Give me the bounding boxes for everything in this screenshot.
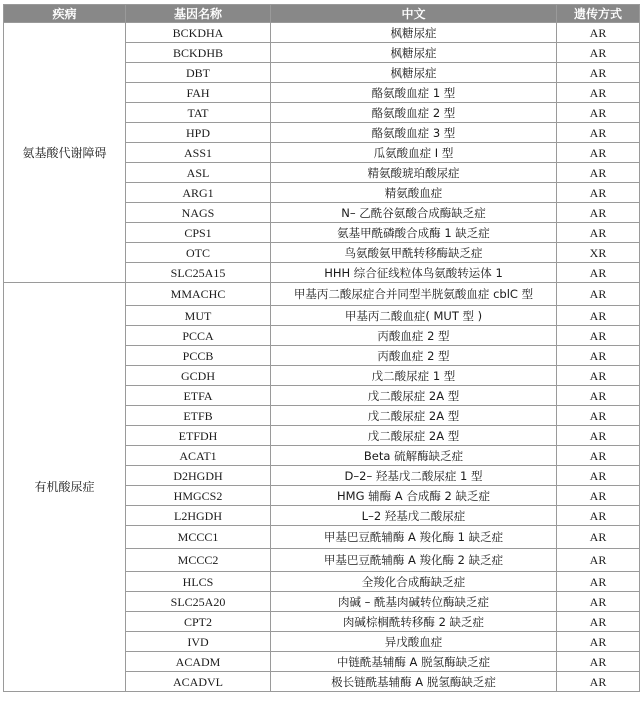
gene-cell: GCDH xyxy=(126,366,271,386)
chinese-name-cell: HMG 辅酶 A 合成酶 2 缺乏症 xyxy=(271,486,557,506)
inheritance-cell: AR xyxy=(557,549,640,572)
gene-cell: NAGS xyxy=(126,203,271,223)
chinese-name-cell: 酪氨酸血症 3 型 xyxy=(271,123,557,143)
chinese-name-cell: 极长链酰基辅酶 A 脱氢酶缺乏症 xyxy=(271,672,557,692)
inheritance-cell: AR xyxy=(557,386,640,406)
inheritance-cell: AR xyxy=(557,592,640,612)
disease-category-cell: 氨基酸代谢障碍 xyxy=(4,23,126,283)
chinese-name-cell: 氨基甲酰磷酸合成酶 1 缺乏症 xyxy=(271,223,557,243)
chinese-name-cell: 甲基丙二酸尿症合并同型半胱氨酸血症 cblC 型 xyxy=(271,283,557,306)
gene-cell: SLC25A15 xyxy=(126,263,271,283)
chinese-name-cell: 丙酸血症 2 型 xyxy=(271,346,557,366)
chinese-name-cell: 鸟氨酸氨甲酰转移酶缺乏症 xyxy=(271,243,557,263)
table-row xyxy=(4,23,640,43)
gene-cell: BCKDHB xyxy=(126,43,271,63)
chinese-name-cell: 枫糖尿症 xyxy=(271,43,557,63)
gene-cell: PCCB xyxy=(126,346,271,366)
gene-cell: ASS1 xyxy=(126,143,271,163)
chinese-name-cell: HHH 综合征线粒体鸟氨酸转运体 1 xyxy=(271,263,557,283)
inheritance-cell: AR xyxy=(557,426,640,446)
gene-cell: ETFB xyxy=(126,406,271,426)
inheritance-cell: AR xyxy=(557,572,640,592)
gene-cell: HMGCS2 xyxy=(126,486,271,506)
chinese-name-cell: 戊二酸尿症 2A 型 xyxy=(271,426,557,446)
header-gene: 基因名称 xyxy=(126,5,271,23)
chinese-name-cell: 酪氨酸血症 1 型 xyxy=(271,83,557,103)
inheritance-cell: AR xyxy=(557,326,640,346)
inheritance-cell: AR xyxy=(557,672,640,692)
inheritance-cell: AR xyxy=(557,366,640,386)
inheritance-cell: AR xyxy=(557,526,640,549)
gene-cell: ASL xyxy=(126,163,271,183)
gene-cell: PCCA xyxy=(126,326,271,346)
inheritance-cell: AR xyxy=(557,306,640,326)
header-disease: 疾病 xyxy=(4,5,126,23)
inheritance-cell: AR xyxy=(557,23,640,43)
gene-cell: ARG1 xyxy=(126,183,271,203)
gene-cell: D2HGDH xyxy=(126,466,271,486)
chinese-name-cell: 精氨酸血症 xyxy=(271,183,557,203)
gene-cell: MCCC1 xyxy=(126,526,271,549)
chinese-name-cell: 中链酰基辅酶 A 脱氢酶缺乏症 xyxy=(271,652,557,672)
chinese-name-cell: 枫糖尿症 xyxy=(271,63,557,83)
inheritance-cell: AR xyxy=(557,203,640,223)
gene-cell: HPD xyxy=(126,123,271,143)
header-row xyxy=(4,5,640,23)
inheritance-cell: AR xyxy=(557,466,640,486)
inheritance-cell: AR xyxy=(557,83,640,103)
gene-cell: FAH xyxy=(126,83,271,103)
chinese-name-cell: 肉碱 – 酰基肉碱转位酶缺乏症 xyxy=(271,592,557,612)
inheritance-cell: AR xyxy=(557,143,640,163)
gene-cell: CPT2 xyxy=(126,612,271,632)
gene-cell: SLC25A20 xyxy=(126,592,271,612)
gene-cell: HLCS xyxy=(126,572,271,592)
chinese-name-cell: 戊二酸尿症 2A 型 xyxy=(271,406,557,426)
inheritance-cell: AR xyxy=(557,123,640,143)
gene-cell: ACAT1 xyxy=(126,446,271,466)
inheritance-cell: AR xyxy=(557,612,640,632)
chinese-name-cell: 丙酸血症 2 型 xyxy=(271,326,557,346)
disease-category-cell: 有机酸尿症 xyxy=(4,283,126,692)
chinese-name-cell: 甲基巴豆酰辅酶 A 羧化酶 2 缺乏症 xyxy=(271,549,557,572)
inheritance-cell: AR xyxy=(557,263,640,283)
chinese-name-cell: N– 乙酰谷氨酸合成酶缺乏症 xyxy=(271,203,557,223)
chinese-name-cell: 戊二酸尿症 1 型 xyxy=(271,366,557,386)
chinese-name-cell: 全羧化合成酶缺乏症 xyxy=(271,572,557,592)
gene-cell: MUT xyxy=(126,306,271,326)
chinese-name-cell: 瓜氨酸血症 I 型 xyxy=(271,143,557,163)
inheritance-cell: AR xyxy=(557,486,640,506)
chinese-name-cell: 戊二酸尿症 2A 型 xyxy=(271,386,557,406)
inheritance-cell: AR xyxy=(557,163,640,183)
table-body xyxy=(4,23,640,692)
gene-cell: ETFDH xyxy=(126,426,271,446)
gene-disease-table xyxy=(3,4,640,692)
chinese-name-cell: L–2 羟基戊二酸尿症 xyxy=(271,506,557,526)
inheritance-cell: AR xyxy=(557,183,640,203)
gene-cell: CPS1 xyxy=(126,223,271,243)
chinese-name-cell: 精氨酸琥珀酸尿症 xyxy=(271,163,557,183)
header-inheritance: 遗传方式 xyxy=(557,5,640,23)
inheritance-cell: AR xyxy=(557,283,640,306)
gene-cell: OTC xyxy=(126,243,271,263)
inheritance-cell: AR xyxy=(557,43,640,63)
inheritance-cell: XR xyxy=(557,243,640,263)
inheritance-cell: AR xyxy=(557,632,640,652)
gene-cell: ACADM xyxy=(126,652,271,672)
chinese-name-cell: 异戊酸血症 xyxy=(271,632,557,652)
chinese-name-cell: 酪氨酸血症 2 型 xyxy=(271,103,557,123)
gene-cell: MMACHC xyxy=(126,283,271,306)
gene-cell: MCCC2 xyxy=(126,549,271,572)
inheritance-cell: AR xyxy=(557,652,640,672)
inheritance-cell: AR xyxy=(557,406,640,426)
header-chinese: 中文 xyxy=(271,5,557,23)
inheritance-cell: AR xyxy=(557,63,640,83)
inheritance-cell: AR xyxy=(557,223,640,243)
table-row xyxy=(4,283,640,306)
gene-cell: ACADVL xyxy=(126,672,271,692)
chinese-name-cell: 肉碱棕榈酰转移酶 2 缺乏症 xyxy=(271,612,557,632)
gene-cell: IVD xyxy=(126,632,271,652)
chinese-name-cell: D–2– 羟基戊二酸尿症 1 型 xyxy=(271,466,557,486)
gene-cell: ETFA xyxy=(126,386,271,406)
chinese-name-cell: 甲基巴豆酰辅酶 A 羧化酶 1 缺乏症 xyxy=(271,526,557,549)
gene-cell: TAT xyxy=(126,103,271,123)
chinese-name-cell: 甲基丙二酸血症( MUT 型 ) xyxy=(271,306,557,326)
gene-cell: DBT xyxy=(126,63,271,83)
inheritance-cell: AR xyxy=(557,103,640,123)
gene-cell: BCKDHA xyxy=(126,23,271,43)
inheritance-cell: AR xyxy=(557,506,640,526)
inheritance-cell: AR xyxy=(557,346,640,366)
chinese-name-cell: 枫糖尿症 xyxy=(271,23,557,43)
inheritance-cell: AR xyxy=(557,446,640,466)
gene-cell: L2HGDH xyxy=(126,506,271,526)
chinese-name-cell: Beta 硫解酶缺乏症 xyxy=(271,446,557,466)
